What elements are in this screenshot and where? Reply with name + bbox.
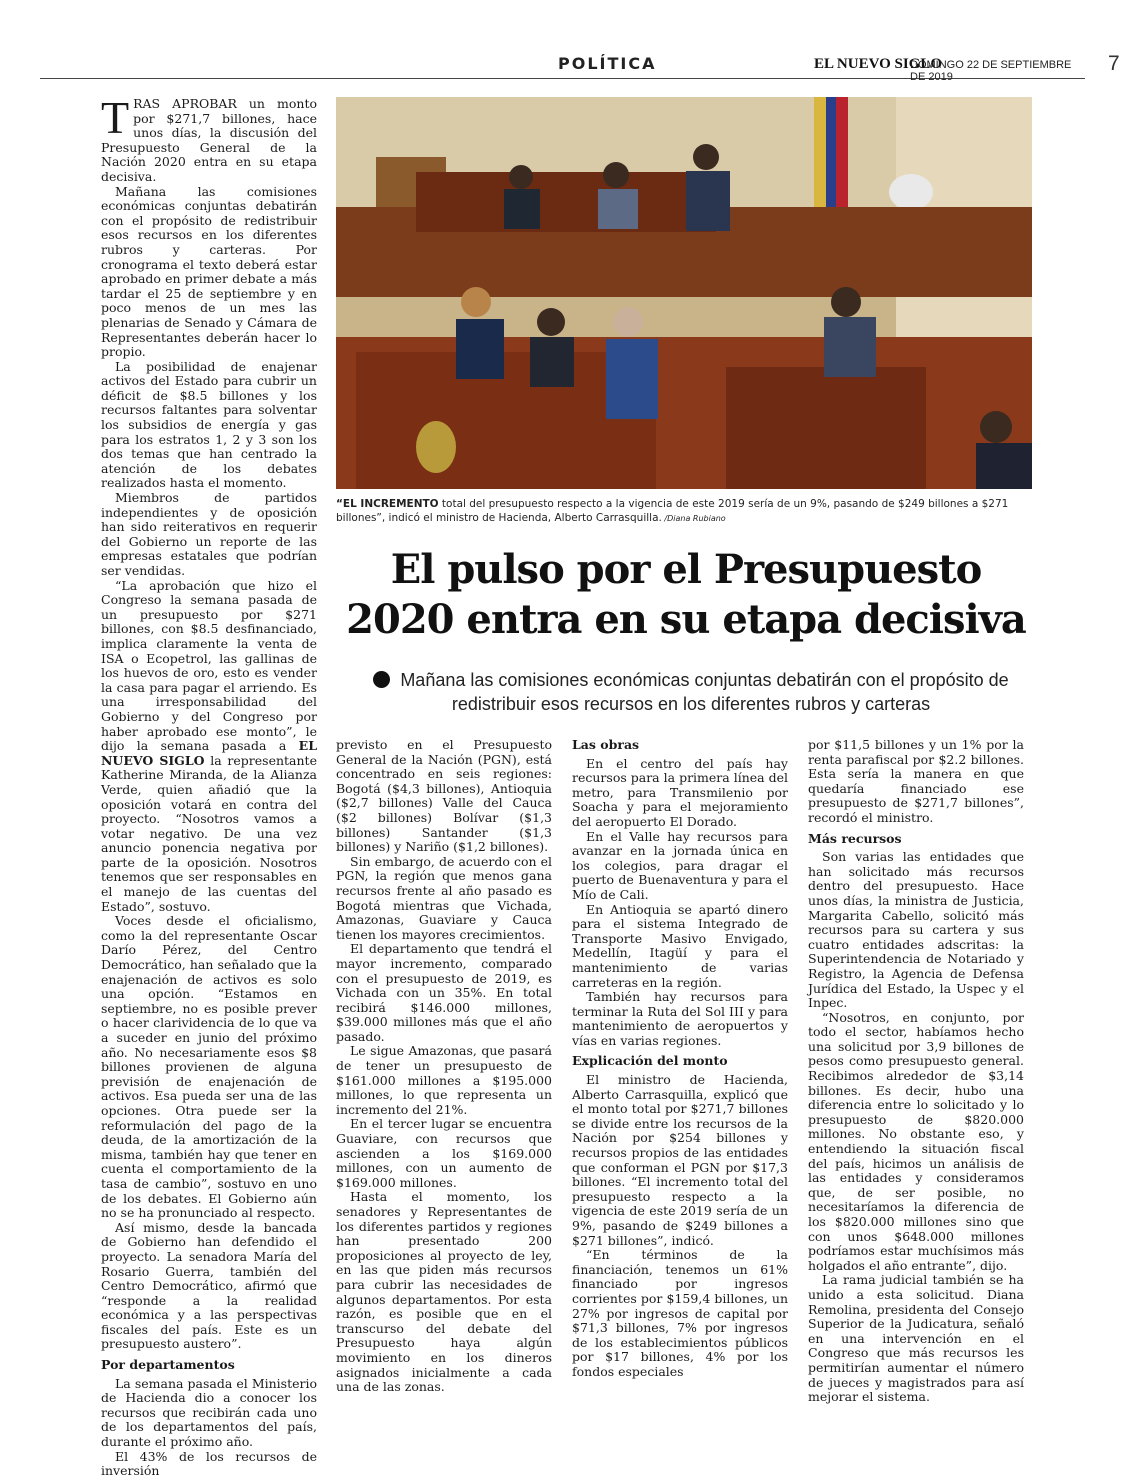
paragraph: También hay recursos para terminar la Ruta del Sol III y para mantenimiento de aeropuertos y vías en varias regiones. [572, 989, 788, 1048]
caption-text: total del presupuesto respecto a la vigencia de este 2019 sería de un 9%, pasando de $249 billones a $271 billones”, indicó el ministro de Hacienda, Alberto Carrasquilla. [336, 498, 1009, 524]
paper-mention: EL NUEVO SIGLO [101, 738, 317, 768]
subheading: Más recursos [808, 830, 902, 846]
paragraph: “Nosotros, en conjunto, por todo el sector, habíamos hecho una solicitud por 3,9 billones de pesos como presupuesto general. Recibimos alrededor de $3,14 billones. Es decir, hubo una diferencia entre lo solicitado y lo presupuesto de $820.000 millones. No obstante eso, y entendiendo la situación fiscal del país, hicimos un análisis de las entidades y consideramos que, de ser posible, no necesitaríamos la diferencia de los $820.000 millones sino que con unos $648.000 millones podríamos estar muchísimos más holgados el año entrante”, dijo. [808, 1009, 1024, 1273]
congress-photo-illustration [336, 97, 1032, 489]
paragraph: Así mismo, desde la bancada de Gobierno han defendido el proyecto. La senadora María del Rosario Guerra, también del Centro Democrático, afirmó que “responde a la realidad económica y a las perspectivas fiscales del país. Este es un presupuesto austero”. [101, 1219, 317, 1352]
subheading: Las obras [572, 737, 640, 752]
headline-line-1: El pulso por el Presupuesto [390, 546, 982, 593]
paragraph: El ministro de Hacienda, Alberto Carrasquilla, explicó que el monto total por $271,7 billones se divide entre los recursos de la Nación por $254 billones y recursos propios de las entidades que conforman el PGN por $17,3 billones. “El incremento total del presupuesto respecto a la vigencia de este 2019 sería de un 9%, pasando de $249 billones a $271 billones”, indicó. [572, 1072, 788, 1248]
caption-lead: “EL INCREMENTO [336, 498, 439, 510]
paragraph: En el Valle hay recursos para avanzar en la jornada única en los colegios, para dragar el puerto de Buenaventura y para el Mío de Cali. [572, 828, 788, 902]
paragraph: Sin embargo, de acuerdo con el PGN, la región que menos gana recursos frente al año pasado es Bogotá mientras que Vichada, Amazonas, Guaviare y Cauca tienen los mayores crecimientos. [336, 853, 552, 942]
paragraph: La rama judicial también se ha unido a esta solicitud. Diana Remolina, presidenta del Consejo Superior de la Judicatura, señaló en una intervención en el Congreso que más recursos les permitirían aumentar el número de jueces y magistrados para así mejorar el sistema. [808, 1272, 1024, 1405]
paragraph: La posibilidad de enajenar activos del Estado para cubrir un déficit de $8.5 billones y los recursos faltantes para solventar los subsidios de energía y gas para los estratos 1, 2 y 3 son los dos temas que han centrado la atención de los debates realizados hasta el momento. [101, 358, 317, 491]
drop-cap: T [101, 92, 130, 143]
paragraph: Mañana las comisiones económicas conjuntas debatirán con el propósito de redistribuir esos recursos en los diferentes rubros y carteras. Por cronograma el texto deberá estar aprobado en primer debate a más tardar el 25 de septiembre y en poco menos de un mes las plenarias de Senado y Cámara de Representantes deberán hacer lo propio. [101, 183, 317, 360]
subheading: Explicación del monto [572, 1053, 728, 1069]
paragraph: El 43% de los recursos de inversión [101, 1448, 317, 1479]
headline [336, 545, 1036, 645]
subheadline: Mañana las comisiones económicas conjuntas debatirán con el propósito de redistribuir esos recursos en los diferentes rubros y carteras [346, 668, 1036, 716]
paragraph: “En términos de la financiación, tenemos un 61% financiado por ingresos corrientes por $159,4 billones, un 27% por ingresos de capital por $71,3 billones, 7% por ingresos de los establecimientos públicos por $17 billones, 4% por los fondos especiales [572, 1247, 788, 1379]
bullet-icon [373, 671, 390, 688]
page-number: 7 [1108, 52, 1120, 75]
paragraph: En Antioquia se apartó dinero para el sistema Integrado de Transporte Masivo Envigado, Medellín, Itagüí y para el mantenimiento de varias carreteras en la región. [572, 901, 788, 990]
column-2 [336, 738, 552, 1395]
photo-caption [336, 497, 1032, 526]
paragraph: Hasta el momento, los senadores y Representantes de los diferentes partidos y regiones han presentado 200 proposiciones al proyecto de ley, en las que piden más recursos para cubrir las necesidades de algunos departamentos. Por esta razón, es posible que en el transcurso del debate del Presupuesto haya algún movimiento en los dineros asignados inicialmente a cada una de las zonas. [336, 1189, 552, 1395]
page-header [40, 52, 1120, 83]
article-photo [336, 97, 1032, 489]
paragraph: En el tercer lugar se encuentra Guaviare, con recursos que ascienden a los $169.000 millones, con un aumento de $169.000 millones. [336, 1116, 552, 1190]
paragraph: Le sigue Amazonas, que pasará de tener un presupuesto de $161.000 millones a $195.000 millones, lo que representa un incremento del 21%. [336, 1043, 552, 1117]
lead-paragraph: TRAS APROBAR un monto por $271,7 billones, hace unos días, la discusión del Presupuesto General de la Nación 2020 entra en su etapa decisiva. [101, 92, 317, 184]
section-title: POLÍTICA [558, 54, 657, 73]
paragraph: El departamento que tendrá el mayor incremento, comparado con el presupuesto de 2019, es Vichada con un 35%. En total recibirá $146.000 millones, $39.000 millones más que el año pasado. [336, 941, 552, 1044]
publication-date: DOMINGO 22 DE SEPTIEMBRE DE 2019 [910, 59, 1072, 83]
paragraph: “La aprobación que hizo el Congreso la semana pasada de un presupuesto por $271 billones, con $8.5 desfinanciado, implica claramente la venta de ISA o Ecopetrol, las gallinas de los huevos de oro, esto es vender la casa para pagar el arriendo. Es una irresponsabilidad del Gobierno y del Congreso por haber aprobado ese monto”, le dijo la semana pasada a EL NUEVO SIGLO la representante Katherine Miranda, de la Alianza Verde, quien añadió que la oposición votará en contra del proyecto. “Nosotros vamos a votar negativo. De una vez anuncio ponencia negativa por parte de la oposición. Nosotros tenemos que ser responsables en el manejo de las cuentas del Estado”, sostuvo. [101, 577, 317, 914]
headline-line-2: 2020 entra en su etapa decisiva [346, 596, 1026, 643]
paragraph: En el centro del país hay recursos para la primera línea del metro, para Transmilenio por Soacha y para el mejoramiento del aeropuerto El Dorado. [572, 755, 788, 829]
paragraph: previsto en el Presupuesto General de la Nación (PGN), está concentrado en seis regiones: Bogotá ($4,3 billones), Antioquia ($2,7 billones) Valle del Cauca ($2 billones) Bolívar ($1,3 billones) Santander ($1,3 billones) y Nariño ($1,2 billones). [336, 737, 552, 855]
paragraph: Miembros de partidos independientes y de oposición han sido reiterativos en requerir del Gobierno un reporte de las empresas estatales que podrían ser vendidas. [101, 490, 317, 578]
subheading: Por departamentos [101, 1357, 235, 1373]
paragraph: Son varias las entidades que han solicitado más recursos dentro del presupuesto. Hace unos días, la ministra de Justicia, Margarita Cabello, solicitó más recursos para su cartera y sus cuatro entidades adscritas: la Superintendencia de Notariado y Registro, la Agencia de Defensa Jurídica del Estado, la Uspec y el Inpec. [808, 849, 1024, 1011]
paragraph: La semana pasada el Ministerio de Hacienda dio a conocer los recursos que recibirán cada uno de los departamentos del país, durante el próximo año. [101, 1375, 317, 1450]
paragraph: Voces desde el oficialismo, como la del representante Oscar Darío Pérez, del Centro Democrático, han señalado que la enajenación de activos es solo una opción. “Estamos en septiembre, no es posible prever o hacer clarividencia de lo que va a suceder en junio del próximo año. No necesariamente esos $8 billones provienen de alguna previsión de enajenación de activos. Esa pueda ser una de las opciones. Otra puede ser la reformulación del pago de la deuda, de la amortización de la misma, también hay que tener en cuenta el comportamiento de la tasa de cambio”, sostuvo en uno de los debates. El Gobierno aún no se ha pronunciado al respecto. [101, 913, 317, 1221]
column-3 [572, 738, 788, 1380]
paragraph: por $11,5 billones y un 1% por la renta parafiscal por $2.2 billones. Esta sería la manera en que quedaría financiado ese presupuesto de $271,7 billones”, recordó el ministro. [808, 737, 1024, 825]
left-column [101, 92, 317, 1479]
column-4 [808, 738, 1024, 1405]
newspaper-name: EL NUEVO SIGLO [814, 56, 943, 72]
photo-credit: /Diana Rubiano [661, 514, 726, 523]
